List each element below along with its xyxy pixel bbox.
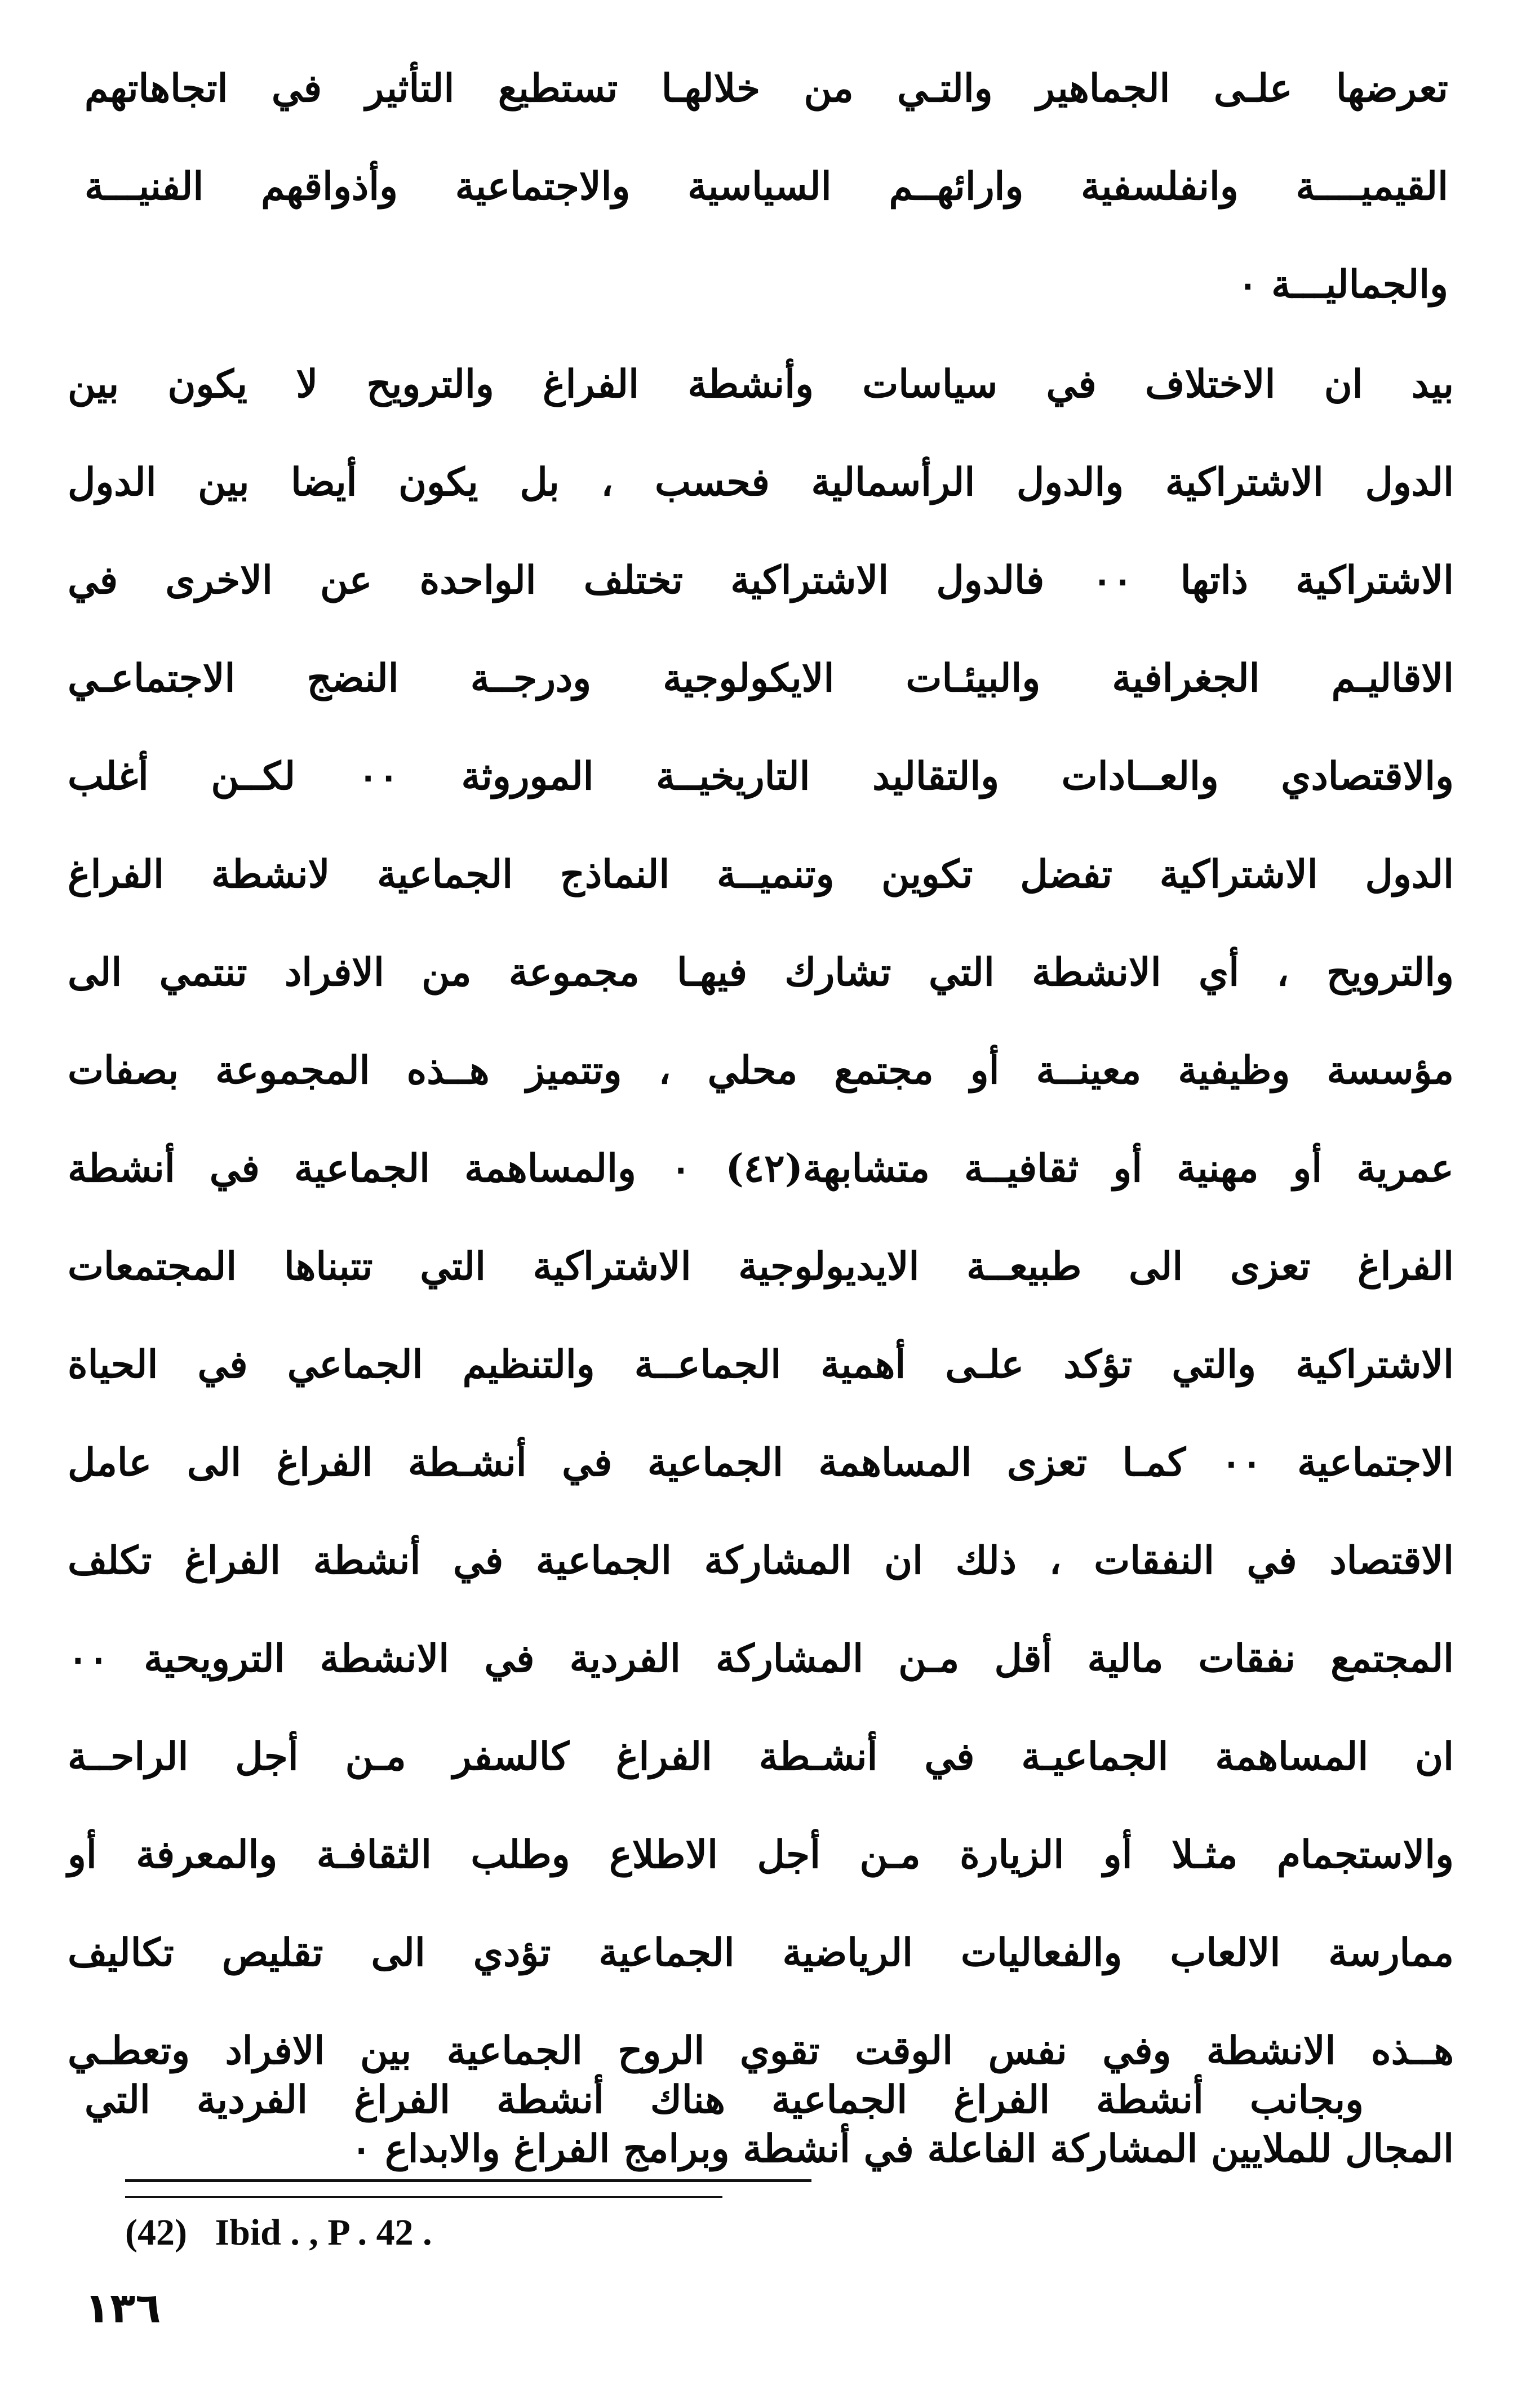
text-line: مؤسسة وظيفية معينــة أو مجتمع محلي ، وتتميز هــذه المجموعة بصفات: [68, 1048, 1454, 1093]
text-line: الاقاليـم الجغرافية والبيئـات الايكولوجية ودرجــة النضج الاجتماعـي: [68, 656, 1454, 701]
text-line: الفراغ تعزى الى طبيعــة الايديولوجية الاشتراكية التي تتبناها المجتمعات: [68, 1244, 1454, 1289]
page-number: ١٣٦: [85, 2284, 161, 2333]
footnote-rule-thin: [125, 2196, 722, 2198]
text-line: والاقتصادي والعــادات والتقاليد التاريخيــة الموروثة ٠٠ لكــن أغلب: [68, 754, 1454, 799]
text-line: المجال للملايين المشاركة الفاعلة في أنشطة وبرامج الفراغ والابداع ٠: [351, 2126, 1454, 2171]
text-line: الاشتراكية ذاتها ٠٠ فالدول الاشتراكية تختلف الواحدة عن الاخرى في: [68, 558, 1454, 603]
text-line: الاقتصاد في النفقات ، ذلك ان المشاركة الجماعية في أنشطة الفراغ تكلف: [68, 1538, 1454, 1583]
text-line: هــذه الانشطة وفي نفس الوقت تقوي الروح الجماعية بين الافراد وتعطـي: [68, 2028, 1454, 2073]
text-line: تعرضها علـى الجماهير والتـي من خلالهـا تستطيع التأثير في اتجاهاتهم: [85, 66, 1448, 111]
text-line: بيد ان الاختلاف في سياسات وأنشطة الفراغ والترويح لا يكون بين: [68, 362, 1454, 407]
paragraph-1: [85, 39, 1448, 334]
text-line: الاشتراكية والتي تؤكد علـى أهمية الجماعــة والتنظيم الجماعي في الحياة: [68, 1342, 1454, 1387]
text-line: المجتمع نفقات مالية أقل مـن المشاركة الفردية في الانشطة الترويحية ٠٠: [68, 1636, 1454, 1681]
footnote: (42) Ibid . , P . 42 .: [125, 2212, 432, 2253]
text-line: الدول الاشتراكية والدول الرأسمالية فحسب ، بل يكون أيضا بين الدول: [68, 460, 1454, 505]
footnote-rule: [125, 2179, 811, 2182]
text-line: وبجانب أنشطة الفراغ الجماعية هناك أنشطة الفراغ الفردية التي: [85, 2077, 1364, 2122]
text-line: عمرية أو مهنية أو ثقافيــة متشابهة(٤٢) ٠ والمساهمة الجماعية في أنشطة: [68, 1146, 1454, 1191]
paragraph-2: [68, 335, 1454, 2198]
text-line: والترويح ، أي الانشطة التي تشارك فيهـا مجموعة من الافراد تنتمي الى: [68, 950, 1454, 995]
text-line: والاستجمام مثـلا أو الزيارة مـن أجل الاطلاع وطلب الثقافـة والمعرفة أو: [68, 1832, 1454, 1877]
text-line: ممارسة الالعاب والفعاليات الرياضية الجماعية تؤدي الى تقليص تكاليف: [68, 1930, 1454, 1975]
text-line: الاجتماعية ٠٠ كمـا تعزى المساهمة الجماعية في أنشـطة الفراغ الى عامل: [68, 1440, 1454, 1485]
text-line: الدول الاشتراكية تفضل تكوين وتنميــة النماذج الجماعية لانشطة الفراغ: [68, 852, 1454, 897]
text-line: والجماليـــة ٠: [1237, 262, 1448, 307]
text-line: القيميــــة وانفلسفية وارائهــم السياسية والاجتماعية وأذواقهم الفنيـــة: [85, 164, 1448, 209]
text-line: ان المساهمة الجماعيـة في أنشـطة الفراغ كالسفر مـن أجل الراحــة: [68, 1734, 1454, 1779]
paragraph-3: [85, 2051, 1364, 2149]
